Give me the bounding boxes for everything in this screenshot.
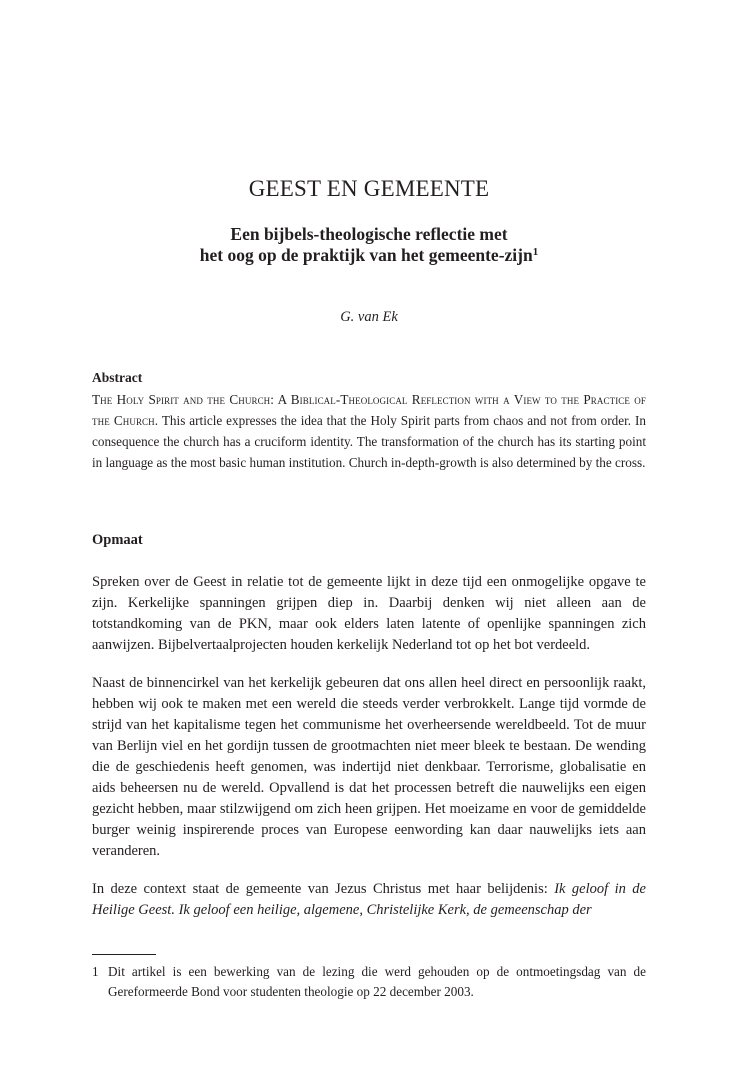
author-name: G. van Ek bbox=[340, 309, 398, 325]
abstract-text bbox=[92, 389, 646, 473]
footnote-reference[interactable]: 1 bbox=[532, 246, 539, 258]
footnote-number: 1 bbox=[92, 964, 99, 979]
footnote bbox=[92, 962, 646, 1002]
abstract-english-title: The Holy Spirit and the Church: A Biblical-Theological Reflection with a View to the Practice of the Church. bbox=[92, 392, 646, 428]
body-paragraph-2: Naast de binnencirkel van het kerkelijk gebeuren dat ons allen heel direct en persoonlijk raakt, hebben wij ook te maken met een wereld die steeds verder verbrokkelt. Lange tijd vormde de strijd van het kapitalisme tegen het communisme het overheersende wereldbeeld. Tot de muur van Berlijn viel en het gordijn tussen de grootmachten niet meer bleek te bestaan. De wending die de geschiedenis heeft genomen, was indertijd niet denkbaar. Terrorisme, globalisatie en aids beheersen nu de wereld. Opvallend is dat het processen betreft die nauwelijks een eigen gezicht hebben, maar stilzwijgend om zich heen grijpen. Het moeizame en voor de gemiddelde burger weinig inspirerende proces van Europese eenwording kan daar nauwelijks iets aan veranderen. bbox=[92, 675, 646, 859]
subtitle-line-2: het oog op de praktijk van het gemeente-zijn bbox=[199, 245, 533, 265]
body-paragraph-1: Spreken over de Geest in relatie tot de gemeente lijkt in deze tijd een onmogelijke opgave te zijn. Kerkelijke spanningen grijpen diep in. Daarbij denken wij niet alleen aan de totstandkoming van de PKN, maar ook elders laten latente of openlijke spanningen zich aanwijzen. Bijbelvertaalprojecten houden kerkelijk Nederland tot op het bot verdeeld. bbox=[92, 574, 646, 653]
subtitle-line-1: Een bijbels-theologische reflectie met bbox=[230, 224, 508, 244]
footnote-divider bbox=[92, 954, 156, 955]
paragraph-3-intro: In deze context staat de gemeente van Jezus Christus met haar belijdenis: bbox=[92, 881, 555, 897]
abstract-summary: This article expresses the idea that the Holy Spirit parts from chaos and not from order. In consequence the church has a cruciform identity. The transformation of the church has its starting point in language as the most basic human institution. Church in-depth-growth is also determined by the cross. bbox=[92, 413, 646, 470]
section-heading: Opmaat bbox=[92, 532, 143, 548]
body-paragraph-3 bbox=[92, 879, 646, 921]
abstract-heading: Abstract bbox=[92, 370, 143, 385]
page bbox=[92, 0, 646, 1068]
creed-quote: Ik geloof in de Heilige Geest. Ik geloof een heilige, algemene, Christelijke Kerk, de gemeenschap der bbox=[92, 881, 646, 918]
footnote-text: Dit artikel is een bewerking van de lezing die werd gehouden op de ontmoetingsdag van de Gereformeerde Bond voor studenten theologie op 22 december 2003. bbox=[108, 964, 646, 999]
article-title: GEEST EN GEMEENTE bbox=[248, 176, 490, 201]
article-subtitle bbox=[92, 224, 646, 266]
